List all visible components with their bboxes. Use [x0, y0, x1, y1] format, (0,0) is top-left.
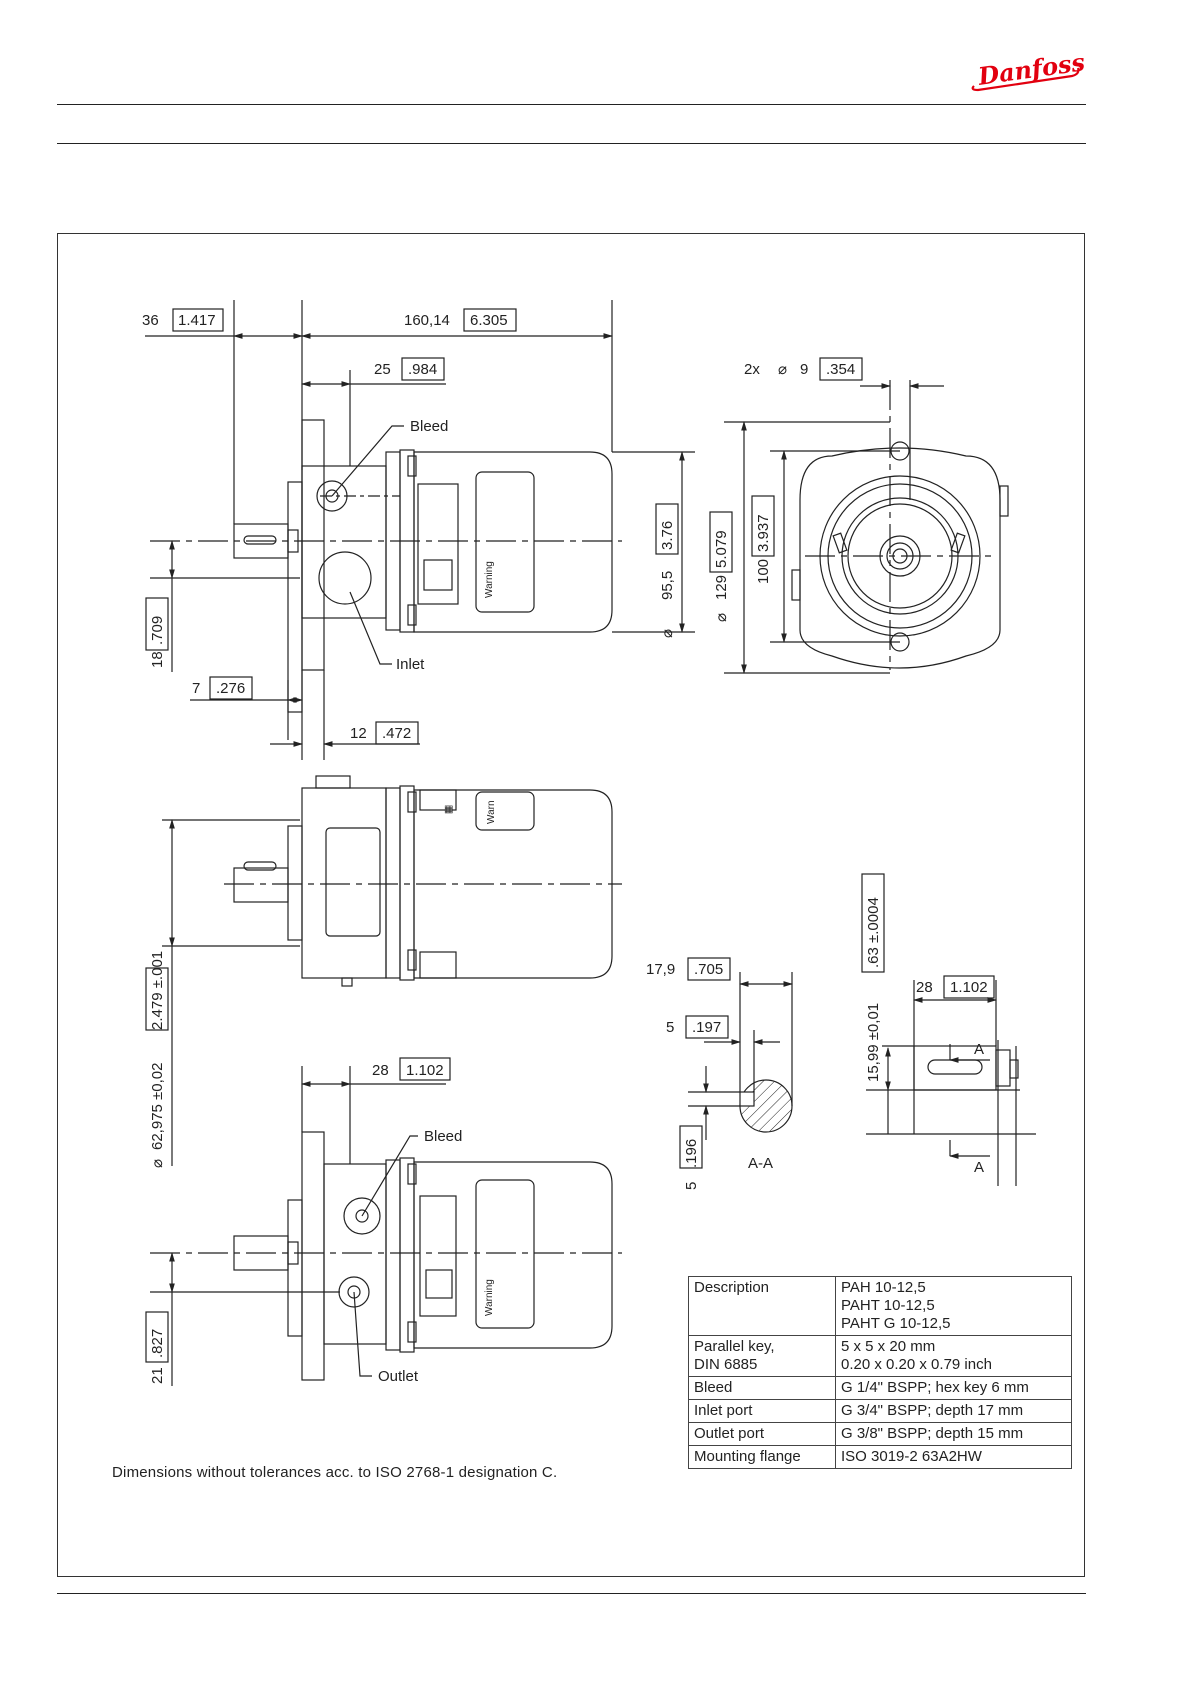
svg-text:▦: ▦ [444, 804, 454, 815]
dim-hole: 9 [800, 361, 809, 378]
dim-100: 100 [755, 558, 772, 584]
spec-row [689, 1446, 1072, 1469]
dim-dia95: 95,5 [659, 570, 676, 600]
spec-value [836, 1423, 1072, 1446]
spec-value-line: PAHT G 10-12,5 [841, 1315, 951, 1332]
dim-21: 21 [149, 1367, 166, 1384]
dim-dia62: 62,975 ±0,02 [149, 1062, 166, 1150]
dim-25-in: .984 [408, 361, 438, 378]
spec-key [689, 1446, 836, 1469]
svg-text:Danfoss: Danfoss [976, 47, 1087, 91]
spec-key-line: DIN 6885 [694, 1356, 758, 1373]
label-inlet: Inlet [396, 656, 425, 673]
dim-7-in: .276 [216, 680, 246, 697]
dim-17-9: 17,9 [646, 961, 676, 978]
spec-key [689, 1423, 836, 1446]
spec-value-line: 0.20 x 0.20 x 0.79 inch [841, 1356, 992, 1373]
dim-7: 7 [192, 680, 201, 697]
spec-row [689, 1400, 1072, 1423]
dim-28: 28 [372, 1062, 389, 1079]
spec-key [689, 1336, 836, 1377]
side-view-bottom [150, 1066, 622, 1386]
spec-key [689, 1377, 836, 1400]
label-outlet: Outlet [378, 1368, 419, 1385]
spec-row [689, 1423, 1072, 1446]
dim-36: 36 [142, 312, 159, 329]
svg-text:Warn: Warn [486, 800, 497, 824]
dim-dia129: 129 [713, 574, 730, 600]
dim-17-9-in: .705 [694, 961, 724, 978]
dim-18-in: .709 [149, 615, 166, 645]
dim-5b: 5 [683, 1181, 700, 1190]
dim-28b: 28 [916, 979, 933, 996]
dim-28-in: 1.102 [406, 1062, 444, 1079]
spec-value-line: 5 x 5 x 20 mm [841, 1338, 936, 1355]
shaft-detail [866, 980, 1036, 1186]
dim-21-in: .827 [149, 1328, 166, 1358]
dim-160: 160,14 [404, 312, 450, 329]
spec-key-line: Inlet port [694, 1402, 753, 1419]
dim-dia62-in: 2.479 ±.001 [149, 950, 166, 1030]
dim-28b-in: 1.102 [950, 979, 988, 996]
spec-value [836, 1277, 1072, 1336]
svg-text:⌀: ⌀ [149, 1158, 166, 1168]
dim-100-in: 3.937 [755, 514, 772, 552]
section-mark-top: A [974, 1041, 985, 1058]
spec-key-line: Mounting flange [694, 1448, 801, 1465]
spec-value-line: G 1/4" BSPP; hex key 6 mm [841, 1379, 1029, 1396]
svg-text:⌀: ⌀ [778, 361, 788, 378]
spec-value [836, 1446, 1072, 1469]
svg-text:Warning: Warning [484, 1279, 495, 1316]
dim-18: 18 [149, 651, 166, 668]
spec-value-line: G 3/8" BSPP; depth 15 mm [841, 1425, 1024, 1442]
spec-key-line: Parallel key, [694, 1338, 775, 1355]
dim-25: 25 [374, 361, 391, 378]
section-a-a [688, 972, 792, 1140]
dim-5-in: .197 [692, 1019, 722, 1036]
dim-hole-in: .354 [826, 361, 856, 378]
spec-row [689, 1377, 1072, 1400]
svg-text:⌀: ⌀ [659, 628, 676, 638]
dim-12-in: .472 [382, 725, 412, 742]
label-section: A-A [748, 1155, 774, 1172]
dim-shaft: 15,99 ±0,01 [865, 1002, 882, 1082]
label-bleed-2: Bleed [424, 1128, 463, 1145]
dim-dia129-in: 5.079 [713, 530, 730, 568]
dim-12: 12 [350, 725, 367, 742]
spec-value-line: PAH 10-12,5 [841, 1279, 926, 1296]
spec-row [689, 1336, 1072, 1377]
spec-value [836, 1336, 1072, 1377]
tolerance-note: Dimensions without tolerances acc. to ISO 2768-1 designation C. [112, 1464, 558, 1481]
warning-sticker-text: Warning [484, 561, 495, 598]
spec-key [689, 1277, 836, 1336]
spec-value-line: PAHT 10-12,5 [841, 1297, 935, 1314]
dim-shaft-in: .63 ±.0004 [865, 897, 882, 968]
label-2x: 2x [744, 361, 760, 378]
spec-key-line: Description [694, 1279, 770, 1296]
spec-key-line: Outlet port [694, 1425, 765, 1442]
section-mark-bottom: A [974, 1159, 985, 1176]
spec-key [689, 1400, 836, 1423]
dim-5b-in: .196 [683, 1138, 700, 1168]
top-view [162, 776, 622, 1166]
dim-36-in: 1.417 [178, 312, 216, 329]
spec-value [836, 1377, 1072, 1400]
spec-key-line: Bleed [694, 1379, 733, 1396]
dim-dia95-in: 3.76 [659, 520, 676, 550]
spec-value-line: ISO 3019-2 63A2HW [841, 1448, 982, 1465]
svg-text:⌀: ⌀ [713, 612, 730, 622]
spec-value-line: G 3/4" BSPP; depth 17 mm [841, 1402, 1024, 1419]
spec-value [836, 1400, 1072, 1423]
spec-row [689, 1277, 1072, 1336]
dim-5: 5 [666, 1019, 675, 1036]
label-bleed: Bleed [410, 418, 449, 435]
spec-table [688, 1276, 1072, 1469]
dim-160-in: 6.305 [470, 312, 508, 329]
